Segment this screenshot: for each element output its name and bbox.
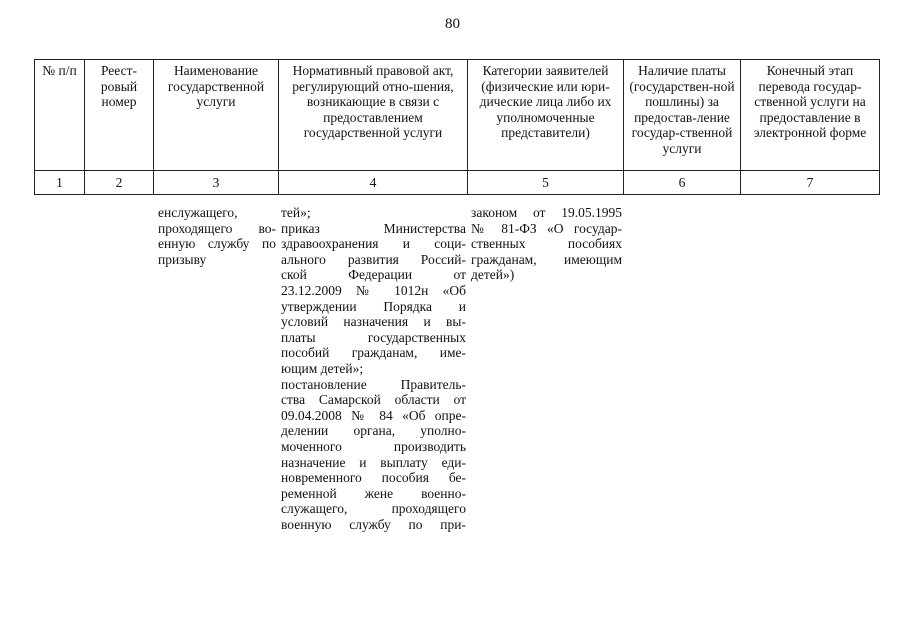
column-number: 5 — [468, 171, 624, 195]
header-final-stage: Конечный этап перевода государ-ственной услуги на предоставление в электронной форме — [741, 60, 880, 171]
header-applicant-categories: Категории заявителей (физические или юри-дические лица либо их уполномоченные представители) — [468, 60, 624, 171]
service-name-text — [158, 205, 276, 267]
services-table-header — [34, 59, 880, 195]
text-line: платы государственных — [281, 329, 466, 345]
text-line: делении органа, уполно- — [281, 423, 466, 439]
text-line: утверждении Порядка и — [281, 298, 466, 314]
text-line: ской Федерации от — [281, 267, 466, 283]
column-number: 6 — [624, 171, 741, 195]
text-line: 23.12.2009 № 1012н «Об — [281, 282, 466, 298]
text-line: призыву — [158, 251, 207, 267]
header-fee: Наличие платы (государствен-ной пошлины) за предостав-ление государ-ственной услуги — [624, 60, 741, 171]
column-number: 3 — [154, 171, 279, 195]
column-number: 2 — [85, 171, 154, 195]
text-line: новременного пособия бе- — [281, 470, 466, 486]
header-service-name: Наименование государственной услуги — [154, 60, 279, 171]
text-line: ального развития Россий- — [281, 251, 466, 267]
text-line: моченного производить — [281, 438, 466, 454]
text-line: енную службу по — [158, 236, 276, 252]
text-line: назначение и выплату еди- — [281, 454, 466, 470]
page-number: 80 — [445, 16, 460, 32]
text-line: ременной жене военно- — [281, 485, 466, 501]
header-registry-number: Реест-ровый номер — [85, 60, 154, 171]
legal-act-text — [281, 205, 466, 532]
text-line: ющим детей»; — [281, 360, 364, 376]
column-number: 4 — [279, 171, 468, 195]
header-row — [35, 60, 880, 171]
text-line: проходящего во- — [158, 220, 276, 236]
text-line: ственных пособиях — [471, 236, 622, 252]
text-line: ства Самарской области от — [281, 392, 466, 408]
column-number-row — [35, 171, 880, 195]
text-line: условий назначения и вы- — [281, 314, 466, 330]
column-number: 1 — [35, 171, 85, 195]
text-line: гражданам, имеющим — [471, 251, 622, 267]
text-line: служащего, проходящего — [281, 501, 466, 517]
text-line: приказ Министерства — [281, 220, 466, 236]
text-line: енслужащего, — [158, 205, 238, 220]
text-line: пособий гражданам, име- — [281, 345, 466, 361]
text-line: № 81-ФЗ «О государ- — [471, 220, 622, 236]
text-line: военную службу по при- — [281, 516, 466, 532]
text-line: законом от 19.05.1995 — [471, 205, 622, 220]
text-line: здравоохранения и соци- — [281, 236, 466, 252]
column-number: 7 — [741, 171, 880, 195]
header-legal-act: Нормативный правовой акт, регулирующий отно-шения, возникающие в связи с предоставлением государственной услуги — [279, 60, 468, 171]
text-line: тей»; — [281, 205, 311, 220]
text-line: 09.04.2008 № 84 «Об опре- — [281, 407, 466, 423]
text-line: постановление Правитель- — [281, 376, 466, 392]
applicant-categories-text — [471, 205, 622, 283]
header-number: № п/п — [35, 60, 85, 171]
text-line: детей») — [471, 267, 515, 283]
